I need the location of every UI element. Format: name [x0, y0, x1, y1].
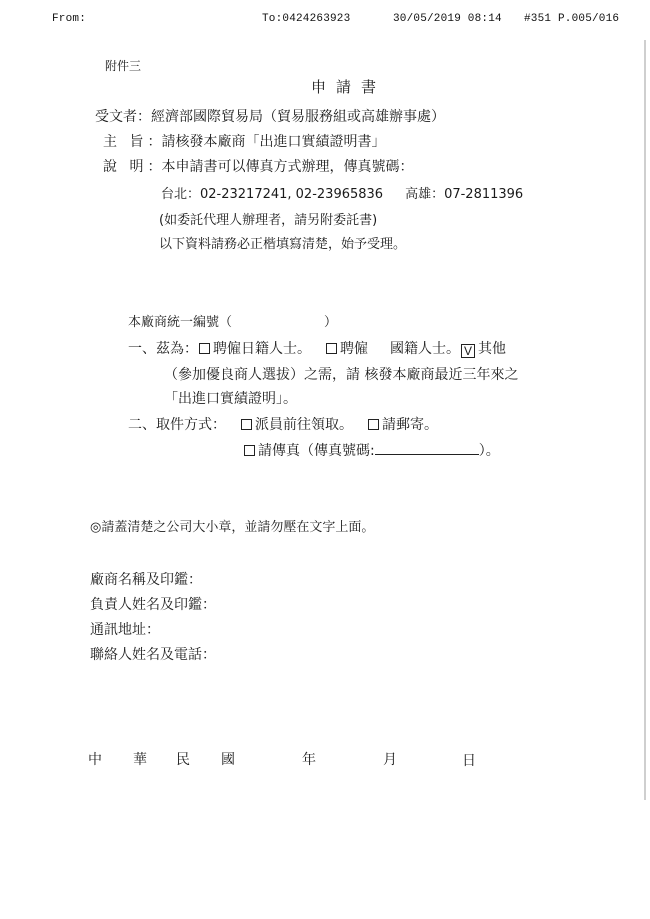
proxy-note: (如委託代理人辦理者，請另附委託書)	[159, 213, 378, 228]
date-day: 日	[462, 753, 476, 769]
fax-from: From:	[52, 13, 87, 25]
subject-label: 主 旨	[103, 134, 148, 150]
opt-pickup-label: 派員前往領取。	[255, 417, 353, 433]
opt-other-label: 其他	[478, 341, 506, 357]
document-title: 申請書	[311, 78, 387, 96]
pickup-row	[128, 414, 438, 434]
company-id-row	[128, 311, 337, 330]
field-address: 通訊地址：	[90, 622, 160, 638]
fax-taipei: 台北：02-23217241, 02-23965836	[161, 187, 384, 202]
fax-to: To:0424263923	[262, 13, 351, 25]
checkbox-foreign-national[interactable]	[326, 343, 337, 354]
explanation-label: 說 明	[103, 159, 148, 175]
opt-fax-close: ）。	[478, 443, 500, 459]
opt-nationality-label: 國籍人士。	[390, 341, 460, 357]
checkbox-fax[interactable]	[244, 445, 255, 456]
stamp-note: ◎請蓋清楚之公司大小章，並請勿壓在文字上面。	[90, 520, 375, 535]
purpose-row	[128, 338, 506, 358]
recipient-label: 受文者：	[95, 109, 151, 125]
date-roc-3: 民	[176, 752, 190, 768]
company-id-label: 本廠商統一編號（	[128, 315, 233, 330]
fax-page-info: #351 P.005/016	[524, 13, 620, 25]
opt-japanese-label: 聘僱日籍人士。	[213, 341, 311, 357]
fax-datetime: 30/05/2019 08:14	[393, 13, 502, 25]
date-roc-4: 國	[221, 752, 235, 768]
field-company-name: 廠商名稱及印鑑：	[90, 572, 202, 588]
purpose-detail: （參加優良商人選拔）之需，請 核發本廠商最近三年來之	[164, 367, 519, 383]
recipient-value: 經濟部國際貿易局（貿易服務組或高雄辦事處）	[151, 109, 445, 125]
purpose-certificate: 「出進口實績證明」。	[164, 391, 297, 407]
subject-value: ：請核發本廠商「出進口實績證明書」	[147, 134, 386, 150]
scan-edge	[644, 40, 646, 800]
date-year: 年	[302, 752, 316, 768]
opt-mail-label: 請郵寄。	[382, 417, 438, 433]
explanation-value: ：本申請書可以傳真方式辦理，傳真號碼：	[147, 159, 414, 175]
date-month: 月	[383, 752, 397, 768]
date-roc-2: 華	[133, 752, 147, 768]
attachment-label: 附件三	[105, 59, 142, 73]
checkbox-pickup[interactable]	[241, 419, 252, 430]
pickup-prefix: 二、取件方式：	[128, 417, 226, 433]
opt-hire-label: 聘僱	[340, 341, 368, 357]
fax-numbers-row	[161, 183, 523, 202]
field-contact: 聯絡人姓名及電話：	[90, 647, 216, 663]
recipient-row	[95, 106, 445, 126]
company-id-close: ）	[324, 315, 338, 330]
checkbox-mail[interactable]	[368, 419, 379, 430]
subject-row	[103, 131, 385, 151]
checkbox-japanese[interactable]	[199, 343, 210, 354]
opt-fax-label: 請傳真（傳真號碼:	[258, 443, 375, 459]
fax-kaohsiung: 高雄：07-2811396	[405, 187, 524, 202]
clarity-note: 以下資料請務必正楷填寫清楚，始予受理。	[159, 237, 407, 252]
checkbox-other[interactable]: V	[461, 344, 475, 358]
fax-option-row	[243, 440, 500, 460]
purpose-prefix: 一、茲為：	[128, 341, 198, 357]
fax-number-blank[interactable]	[375, 442, 479, 455]
field-owner-name: 負責人姓名及印鑑：	[90, 597, 216, 613]
date-roc-1: 中	[88, 752, 102, 768]
explanation-row	[103, 156, 413, 176]
